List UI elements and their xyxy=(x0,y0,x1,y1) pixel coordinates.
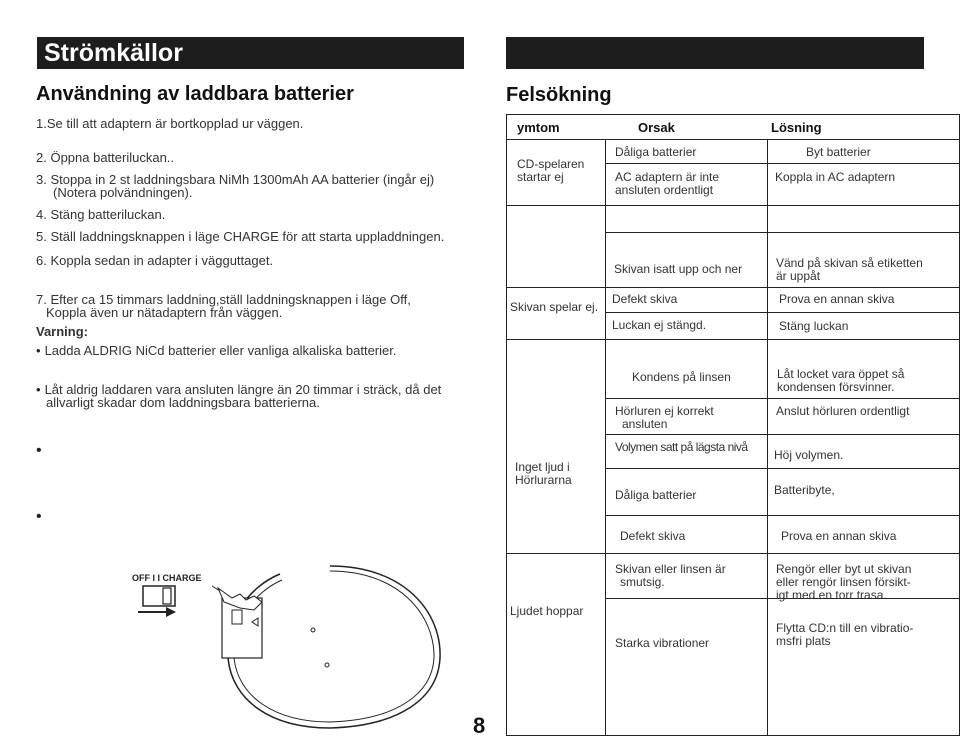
solution-cell: Vänd på skivan så etiketten xyxy=(776,256,923,270)
symptom-cell: Ljudet hoppar xyxy=(510,604,584,618)
step-6: 6. Koppla sedan in adapter i vägguttaget. xyxy=(36,253,274,268)
warning-bullet-2-cont: allvarligt skadar dom laddningsbara batterierna. xyxy=(46,395,320,410)
solution-cell: Låt locket vara öppet så xyxy=(777,367,905,381)
troubleshooting-table xyxy=(506,114,960,736)
symptom-cell: Hörlurarna xyxy=(515,473,572,487)
symptom-cell: startar ej xyxy=(517,170,564,184)
cause-cell: smutsig. xyxy=(620,575,665,589)
step-7: 7. Efter ca 15 timmars laddning,ställ laddningsknappen i läge Off, xyxy=(36,292,411,307)
table-col-rule xyxy=(605,139,606,735)
col-header-solution: Lösning xyxy=(771,120,822,135)
page-number: 8 xyxy=(473,713,486,738)
table-rule xyxy=(605,468,960,469)
solution-cell: msfri plats xyxy=(776,634,831,648)
table-rule xyxy=(605,232,960,233)
solution-cell: Koppla in AC adaptern xyxy=(775,170,896,184)
switch-icon xyxy=(130,585,190,619)
troubleshooting-title: Felsökning xyxy=(506,84,612,106)
solution-cell: Rengör eller byt ut skivan xyxy=(776,562,912,576)
symptom-cell: Skivan spelar ej. xyxy=(510,300,599,314)
cause-cell: Kondens på linsen xyxy=(632,370,731,384)
solution-cell: eller rengör linsen försikt- xyxy=(776,575,911,589)
solution-cell: Prova en annan skiva xyxy=(779,292,895,306)
step-5: 5. Ställ laddningsknappen i läge CHARGE för att starta uppladdningen. xyxy=(36,229,445,244)
solution-cell: Prova en annan skiva xyxy=(781,529,897,543)
warning-label: Varning: xyxy=(36,324,89,339)
warning-bullet-2: • Låt aldrig laddaren vara ansluten längre än 20 timmar i sträck, då det xyxy=(36,383,441,397)
table-rule xyxy=(605,398,960,399)
step-2: 2. Öppna batteriluckan.. xyxy=(36,150,175,165)
symptom-cell: CD-spelaren xyxy=(517,157,585,171)
step-3: 3. Stoppa in 2 st laddningsbara NiMh 1300mAh AA batterier (ingår ej) xyxy=(36,172,435,187)
cause-cell: Volymen satt på lägsta nivå xyxy=(615,440,748,454)
symptom-cell: Inget ljud i xyxy=(515,460,570,474)
table-rule xyxy=(605,515,960,516)
cause-cell: Defekt skiva xyxy=(612,292,678,306)
solution-cell: igt med en torr trasa. xyxy=(776,588,887,602)
col-header-symptom: ymtom xyxy=(517,120,560,135)
cause-cell: Defekt skiva xyxy=(620,529,686,543)
cause-cell: Starka vibrationer xyxy=(615,636,710,650)
step-7-cont: Koppla även ur nätadaptern från väggen. xyxy=(46,305,283,320)
cause-cell: AC adaptern är inte xyxy=(615,170,720,184)
step-3-note: (Notera polvändningen). xyxy=(53,185,193,200)
cause-cell: Dåliga batterier xyxy=(615,145,697,159)
cause-cell: Hörluren ej korrekt xyxy=(615,404,714,418)
cd-player-illustration-icon xyxy=(210,558,450,733)
cause-cell: Skivan isatt upp och ner xyxy=(614,262,743,276)
right-header-bar xyxy=(506,37,924,69)
table-col-rule xyxy=(767,139,768,735)
solution-cell: är uppåt xyxy=(776,269,821,283)
step-4: 4. Stäng batteriluckan. xyxy=(36,207,166,222)
cause-cell: ansluten ordentligt xyxy=(615,183,714,197)
table-rule xyxy=(506,287,960,288)
solution-cell: Byt batterier xyxy=(806,145,871,159)
table-rule xyxy=(506,205,960,206)
solution-cell: Stäng luckan xyxy=(779,319,849,333)
table-header-rule xyxy=(506,139,960,140)
section-header: Strömkällor xyxy=(44,39,183,67)
solution-cell: Höj volymen. xyxy=(774,448,844,462)
table-rule xyxy=(605,312,960,313)
solution-cell: kondensen försvinner. xyxy=(777,380,895,394)
page-title: Användning av laddbara batterier xyxy=(36,83,354,105)
solution-cell: Batteribyte, xyxy=(774,483,835,497)
solution-cell: Anslut hörluren ordentligt xyxy=(776,404,910,418)
cause-cell: ansluten xyxy=(622,417,668,431)
cause-cell: Skivan eller linsen är xyxy=(615,562,726,576)
empty-bullet-1: • xyxy=(36,442,42,459)
step-1: 1.Se till att adaptern är bortkopplad ur väggen. xyxy=(36,116,304,131)
warning-bullet-1: • Ladda ALDRIG NiCd batterier eller vanliga alkaliska batterier. xyxy=(36,344,396,358)
col-header-cause: Orsak xyxy=(638,120,675,135)
table-rule xyxy=(506,553,960,554)
table-rule xyxy=(605,163,960,164)
empty-bullet-2: • xyxy=(36,508,42,525)
table-rule xyxy=(506,339,960,340)
table-rule xyxy=(605,434,960,435)
cause-cell: Luckan ej stängd. xyxy=(612,318,707,332)
section-header-bar xyxy=(37,37,464,69)
cause-cell: Dåliga batterier xyxy=(615,488,697,502)
switch-label: OFF I I CHARGE xyxy=(132,573,202,583)
solution-cell: Flytta CD:n till en vibratio- xyxy=(776,621,914,635)
